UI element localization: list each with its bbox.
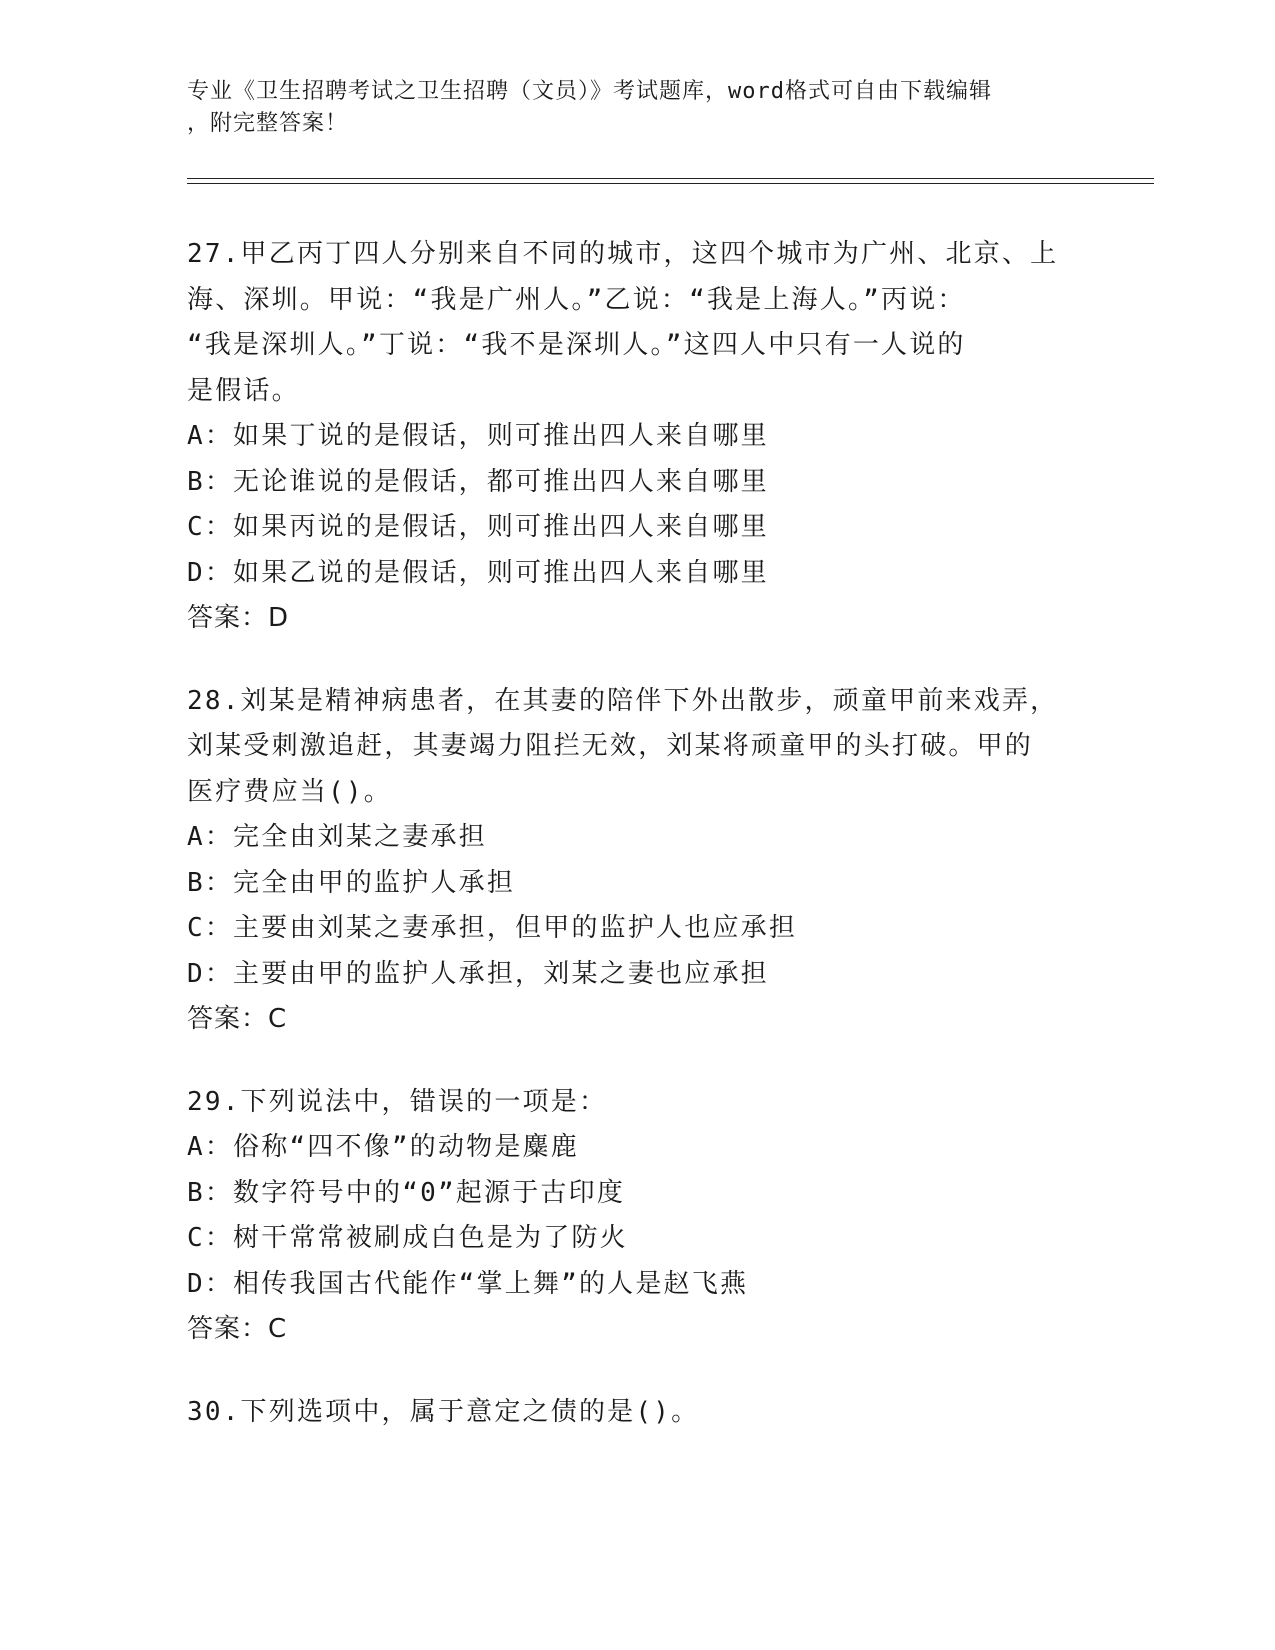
question-stem-line: “我是深圳人。”丁说：“我不是深圳人。”这四人中只有一人说的 [187,330,966,360]
answer: 答案：C [187,1004,288,1034]
question-stem-line: 27.甲乙丙丁四人分别来自不同的城市，这四个城市为广州、北京、上 [187,239,1059,269]
header-line-1: 专业《卫生招聘考试之卫生招聘（文员）》考试题库，word格式可自由下载编辑 [187,79,992,104]
question-29 [187,1080,1087,1353]
question-stem-line: 28.刘某是精神病患者，在其妻的陪伴下外出散步，顽童甲前来戏弄， [187,685,1059,716]
header-line-2: ，附完整答案！ [187,111,349,136]
question-30 [187,1390,1087,1436]
header-divider-top [187,178,1154,179]
header-divider-bottom [187,183,1154,184]
question-stem-line: 是假话。 [187,375,300,406]
option-b: B：无论谁说的是假话，都可推出四人来自哪里 [187,466,769,497]
option-b: B：数字符号中的“0”起源于古印度 [187,1177,626,1208]
option-d: D：相传我国古代能作“掌上舞”的人是赵飞燕 [187,1268,749,1299]
answer: 答案：D [187,603,290,633]
document-header [187,76,1067,140]
option-d: D：如果乙说的是假话，则可推出四人来自哪里 [187,557,769,588]
option-b: B：完全由甲的监护人承担 [187,867,516,898]
question-stem-line: 29.下列说法中，错误的一项是： [187,1086,608,1117]
question-list [187,232,1087,1472]
question-stem-line: 海、深圳。甲说：“我是广州人。”乙说：“我是上海人。”丙说： [187,284,966,315]
option-c: C：如果丙说的是假话，则可推出四人来自哪里 [187,512,769,542]
answer: 答案：C [187,1314,288,1344]
question-27 [187,232,1087,642]
option-c: C：树干常常被刷成白色是为了防火 [187,1223,628,1253]
option-a: A：完全由刘某之妻承担 [187,822,487,852]
option-a: A：俗称“四不像”的动物是麋鹿 [187,1132,579,1162]
question-stem-line: 刘某受刺激追赶，其妻竭力阻拦无效，刘某将顽童甲的头打破。甲的 [187,731,1034,761]
option-d: D：主要由甲的监护人承担，刘某之妻也应承担 [187,958,769,989]
option-a: A：如果丁说的是假话，则可推出四人来自哪里 [187,421,769,451]
option-c: C：主要由刘某之妻承担，但甲的监护人也应承担 [187,913,798,943]
question-stem-line: 医疗费应当()。 [187,776,392,807]
question-28 [187,679,1087,1043]
question-stem-line: 30.下列选项中，属于意定之债的是()。 [187,1396,700,1427]
